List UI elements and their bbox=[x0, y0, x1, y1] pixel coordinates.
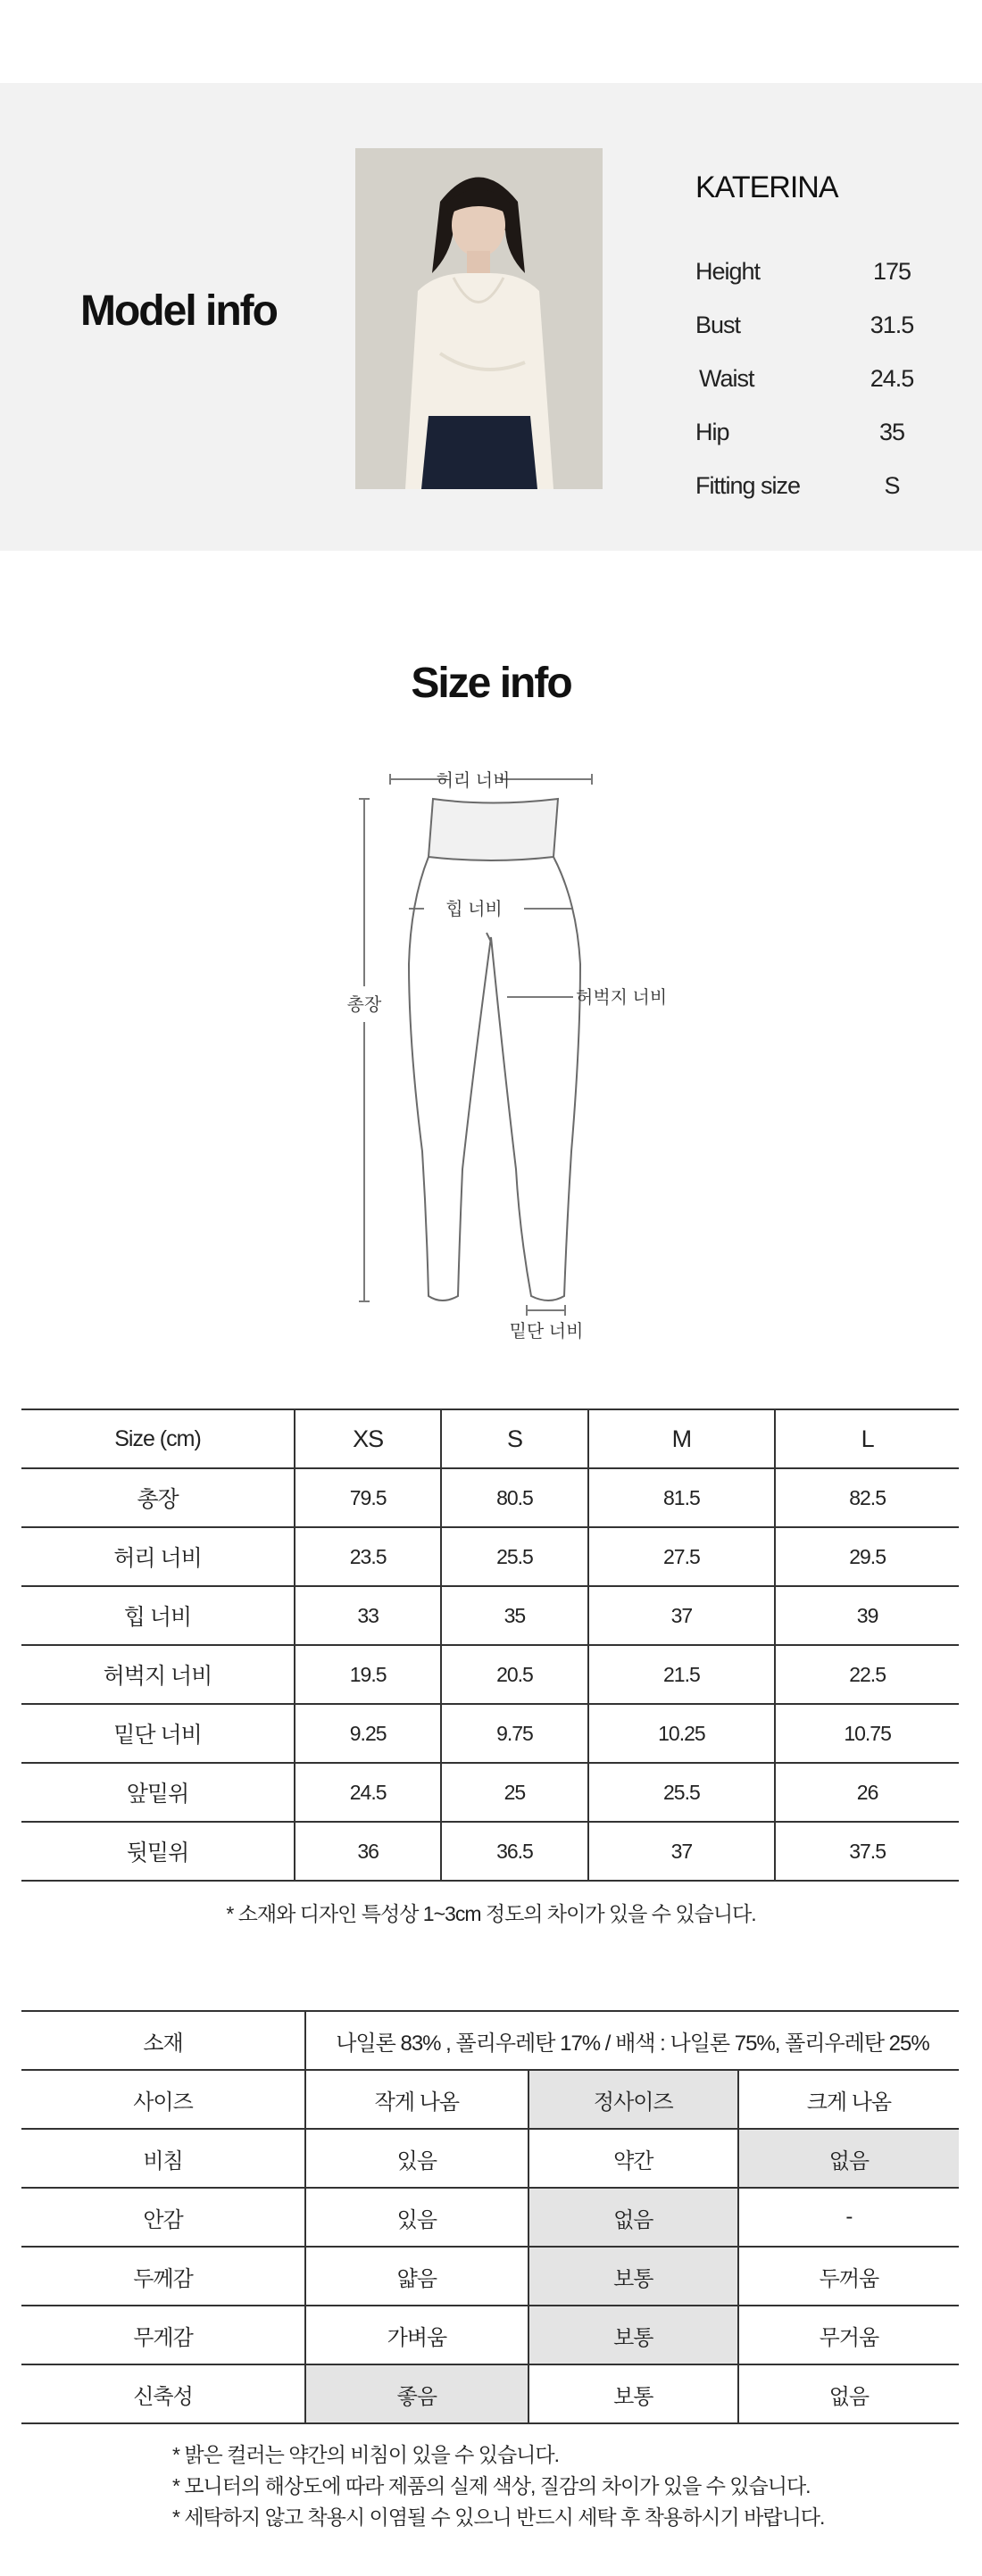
model-row-bust bbox=[695, 312, 928, 347]
table-cell: 10.25 bbox=[588, 1704, 776, 1763]
option-cell-selected: 좋음 bbox=[305, 2364, 528, 2423]
row-label: 신축성 bbox=[21, 2364, 305, 2423]
table-cell: 81.5 bbox=[588, 1468, 776, 1527]
row-label: 허벅지 너비 bbox=[21, 1645, 295, 1704]
table-cell: 36 bbox=[295, 1822, 441, 1881]
model-info-title: Model info bbox=[80, 287, 277, 335]
option-cell-selected: 보통 bbox=[528, 2306, 738, 2364]
model-name: KATERINA bbox=[695, 170, 838, 204]
table-cell: 37 bbox=[588, 1586, 776, 1645]
model-row-label: Bust bbox=[695, 312, 741, 338]
row-label: 앞밑위 bbox=[21, 1763, 295, 1822]
model-info-section bbox=[0, 83, 982, 551]
table-cell: 9.25 bbox=[295, 1704, 441, 1763]
table-cell: 20.5 bbox=[441, 1645, 587, 1704]
option-cell: 보통 bbox=[528, 2364, 738, 2423]
option-cell: 가벼움 bbox=[305, 2306, 528, 2364]
model-row-label: Height bbox=[695, 258, 761, 285]
table-row bbox=[21, 1645, 959, 1704]
size-note: * 소재와 디자인 특성상 1~3cm 정도의 차이가 있을 수 있습니다. bbox=[226, 1902, 756, 1925]
table-row bbox=[21, 1527, 959, 1586]
model-row-fitting-size bbox=[695, 472, 928, 508]
option-cell: 작게 나옴 bbox=[305, 2070, 528, 2129]
leggings-size-diagram bbox=[312, 750, 687, 1357]
care-note: * 밝은 컬러는 약간의 비침이 있을 수 있습니다. bbox=[172, 2443, 559, 2466]
table-row bbox=[21, 1586, 959, 1645]
material-table bbox=[21, 2010, 959, 2424]
size-table-header bbox=[21, 1409, 959, 1468]
table-row bbox=[21, 1704, 959, 1763]
table-cell: 79.5 bbox=[295, 1468, 441, 1527]
care-note: * 세탁하지 않고 착용시 이염될 수 있으니 반드시 세탁 후 착용하시기 바랍니다. bbox=[172, 2505, 825, 2529]
table-cell: 39 bbox=[775, 1586, 959, 1645]
option-cell: 크게 나옴 bbox=[738, 2070, 959, 2129]
option-cell-selected: 보통 bbox=[528, 2247, 738, 2306]
table-cell: 25.5 bbox=[588, 1763, 776, 1822]
size-table bbox=[21, 1408, 959, 1882]
size-info-title: Size info bbox=[411, 660, 571, 707]
size-table-header-cell: L bbox=[775, 1409, 959, 1468]
table-row bbox=[21, 2070, 959, 2129]
row-label: 총장 bbox=[21, 1468, 295, 1527]
table-row bbox=[21, 2306, 959, 2364]
model-row-label: Fitting size bbox=[695, 472, 801, 499]
leggings-outline bbox=[409, 799, 580, 1300]
option-cell: 무거움 bbox=[738, 2306, 959, 2364]
row-label: 허리 너비 bbox=[21, 1527, 295, 1586]
model-row-value: S bbox=[884, 472, 900, 499]
row-label: 무게감 bbox=[21, 2306, 305, 2364]
table-cell: 21.5 bbox=[588, 1645, 776, 1704]
waist-label: 허리 너비 bbox=[436, 771, 511, 791]
material-value: 나일론 83% , 폴리우레탄 17% / 배색 : 나일론 75%, 폴리우레탄 25% bbox=[305, 2011, 959, 2070]
care-note: * 모니터의 해상도에 따라 제품의 실제 색상, 질감의 차이가 있을 수 있습니다. bbox=[172, 2474, 811, 2497]
model-photo-illustration bbox=[355, 148, 603, 489]
table-row bbox=[21, 1763, 959, 1822]
option-cell-selected: 없음 bbox=[528, 2188, 738, 2247]
row-label: 힙 너비 bbox=[21, 1586, 295, 1645]
table-cell: 24.5 bbox=[295, 1763, 441, 1822]
table-row bbox=[21, 1468, 959, 1527]
option-cell-selected: 없음 bbox=[738, 2129, 959, 2188]
thigh-label: 허벅지 너비 bbox=[576, 988, 668, 1008]
model-row-value: 31.5 bbox=[870, 312, 914, 338]
model-photo bbox=[355, 148, 603, 489]
model-row-hip bbox=[695, 419, 928, 454]
size-table-header-cell: S bbox=[441, 1409, 587, 1468]
table-cell: 22.5 bbox=[775, 1645, 959, 1704]
row-label: 비침 bbox=[21, 2129, 305, 2188]
table-row bbox=[21, 2129, 959, 2188]
hip-label: 힙 너비 bbox=[445, 900, 503, 919]
care-notes bbox=[172, 2439, 976, 2533]
table-cell: 33 bbox=[295, 1586, 441, 1645]
option-cell: 있음 bbox=[305, 2188, 528, 2247]
table-row bbox=[21, 1822, 959, 1881]
table-cell: 25.5 bbox=[441, 1527, 587, 1586]
table-cell: 37.5 bbox=[775, 1822, 959, 1881]
model-row-label: Waist bbox=[699, 365, 754, 392]
table-cell: 37 bbox=[588, 1822, 776, 1881]
size-table-header-cell: XS bbox=[295, 1409, 441, 1468]
table-cell: 23.5 bbox=[295, 1527, 441, 1586]
row-label: 밑단 너비 bbox=[21, 1704, 295, 1763]
table-cell: 80.5 bbox=[441, 1468, 587, 1527]
table-row bbox=[21, 2188, 959, 2247]
size-table-header-cell: M bbox=[588, 1409, 776, 1468]
model-row-waist bbox=[695, 365, 928, 401]
table-row bbox=[21, 2247, 959, 2306]
length-label: 총장 bbox=[346, 995, 382, 1015]
model-row-value: 175 bbox=[872, 258, 911, 285]
table-cell: 26 bbox=[775, 1763, 959, 1822]
row-label: 뒷밑위 bbox=[21, 1822, 295, 1881]
option-cell: 없음 bbox=[738, 2364, 959, 2423]
table-cell: 27.5 bbox=[588, 1527, 776, 1586]
model-row-height bbox=[695, 258, 928, 294]
table-cell: 82.5 bbox=[775, 1468, 959, 1527]
option-cell: 있음 bbox=[305, 2129, 528, 2188]
model-row-value: 35 bbox=[878, 419, 905, 445]
table-cell: 10.75 bbox=[775, 1704, 959, 1763]
hem-label: 밑단 너비 bbox=[509, 1322, 584, 1342]
table-cell: 25 bbox=[441, 1763, 587, 1822]
row-label: 두께감 bbox=[21, 2247, 305, 2306]
model-row-label: Hip bbox=[695, 419, 729, 445]
option-cell: 약간 bbox=[528, 2129, 738, 2188]
option-cell-selected: 정사이즈 bbox=[528, 2070, 738, 2129]
table-row bbox=[21, 2364, 959, 2423]
table-cell: 36.5 bbox=[441, 1822, 587, 1881]
table-cell: 35 bbox=[441, 1586, 587, 1645]
option-cell: 두꺼움 bbox=[738, 2247, 959, 2306]
table-cell: 9.75 bbox=[441, 1704, 587, 1763]
row-label: 안감 bbox=[21, 2188, 305, 2247]
option-cell: - bbox=[738, 2188, 959, 2247]
table-cell: 19.5 bbox=[295, 1645, 441, 1704]
model-row-value: 24.5 bbox=[870, 365, 914, 392]
row-label: 소재 bbox=[21, 2011, 305, 2070]
table-cell: 29.5 bbox=[775, 1527, 959, 1586]
material-row bbox=[21, 2011, 959, 2070]
row-label: 사이즈 bbox=[21, 2070, 305, 2129]
size-table-header-cell: Size (cm) bbox=[21, 1409, 295, 1468]
option-cell: 얇음 bbox=[305, 2247, 528, 2306]
